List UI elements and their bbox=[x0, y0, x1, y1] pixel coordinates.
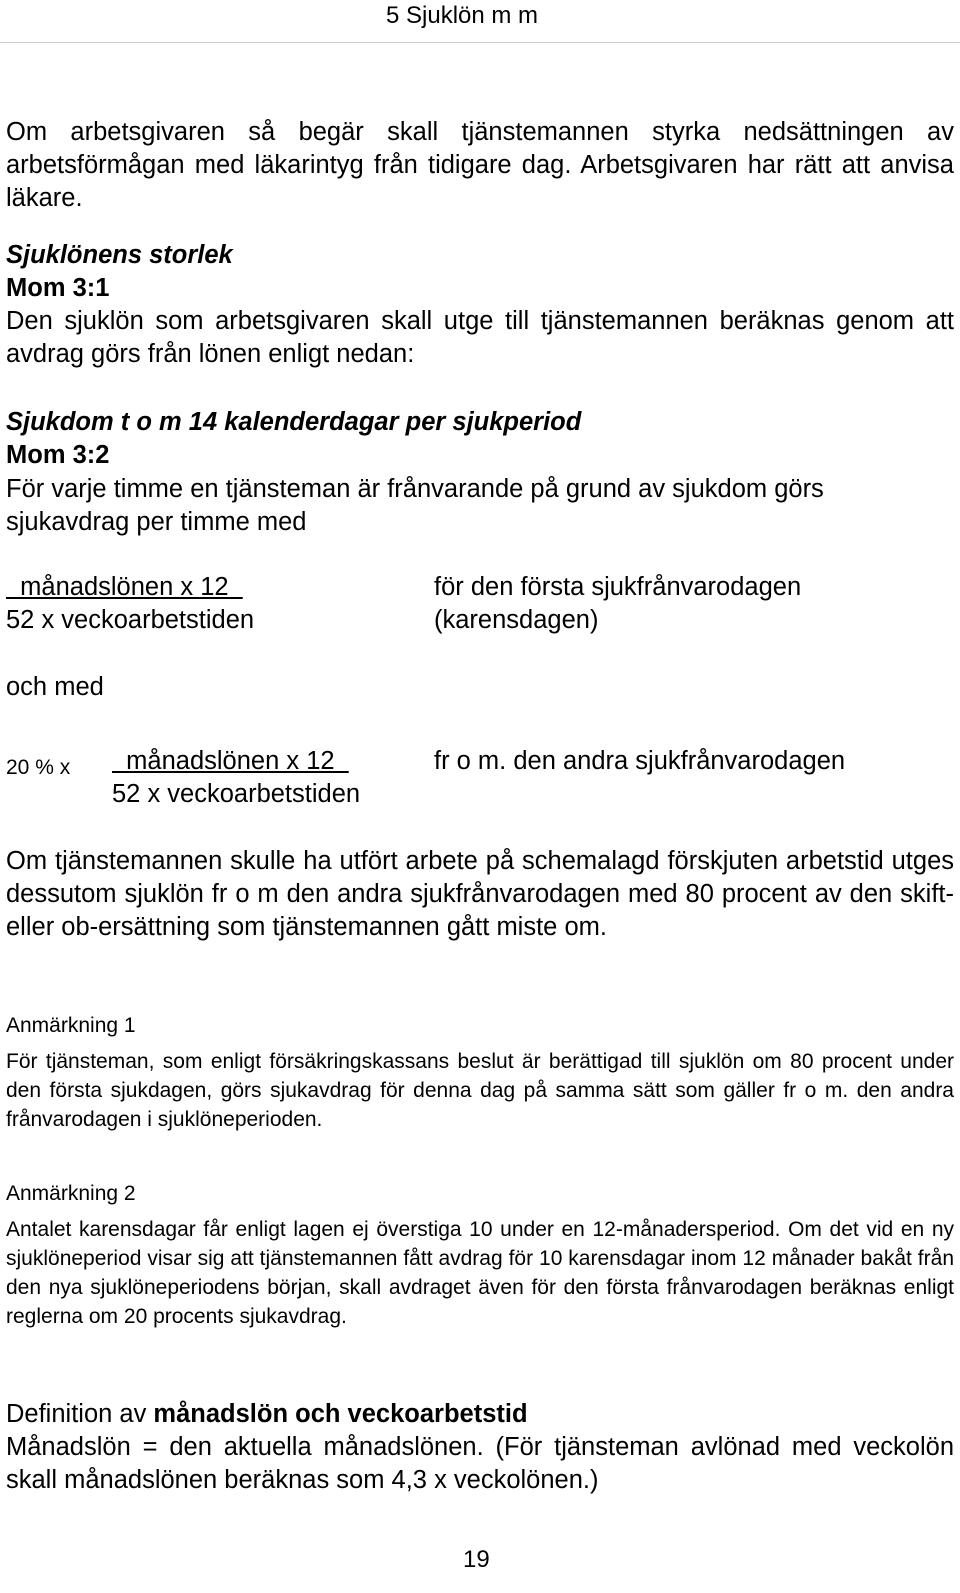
note1-text: För tjänsteman, som enligt försäkringskassans beslut är berättigad till sjuklön om 80 procent under den första sjukdagen, görs sjukavdrag för denna dag på samma sätt som gäller fr o m. den andra frånvarodagen i sjuklöneperioden. bbox=[6, 1050, 954, 1131]
formula2-desc: fr o m. den andra sjukfrånvarodagen bbox=[434, 747, 846, 775]
definition-text: Månadslön = den aktuella månadslönen. (För tjänsteman avlönad med veckolön skall månadslönen beräknas som 4,3 x veckolönen.) bbox=[6, 1433, 954, 1494]
illness-mom: Mom 3:2 bbox=[6, 441, 110, 469]
shift-paragraph: Om tjänstemannen skulle ha utfört arbete på schemalagd förskjuten arbetstid utges dessutom sjuklön fr o m den andra sjukfrånvarodagen med 80 procent av den skift- eller ob-ersättning som tjänstemannen gått miste om. bbox=[6, 847, 954, 941]
note1-title: Anmärkning 1 bbox=[6, 1014, 136, 1037]
formula1-desc-line1: för den första sjukfrånvarodagen bbox=[434, 573, 802, 601]
page-number: 19 bbox=[463, 1546, 490, 1573]
size-text: Den sjuklön som arbetsgivaren skall utge till tjänstemannen beräknas genom att avdrag görs från lönen enligt nedan: bbox=[6, 307, 954, 368]
size-mom: Mom 3:1 bbox=[6, 274, 110, 302]
formula2-prefix: 20 % x bbox=[6, 756, 71, 779]
page-header bbox=[0, 0, 960, 43]
formula1-numerator: månadslönen x 12 bbox=[6, 573, 243, 601]
header-title: 5 Sjuklön m m bbox=[386, 2, 539, 29]
illness-text: För varje timme en tjänsteman är frånvarande på grund av sjukdom görs sjukavdrag per timme med bbox=[6, 475, 824, 536]
illness-heading: Sjukdom t o m 14 kalenderdagar per sjukperiod bbox=[6, 408, 582, 436]
formula2-numerator: månadslönen x 12 bbox=[112, 747, 349, 775]
formula1-desc-line2: (karensdagen) bbox=[434, 606, 599, 634]
note2-title: Anmärkning 2 bbox=[6, 1182, 136, 1205]
formula1-denominator: 52 x veckoarbetstiden bbox=[6, 606, 255, 634]
definition-heading bbox=[6, 1398, 954, 1431]
note2-text: Antalet karensdagar får enligt lagen ej överstiga 10 under en 12-månadersperiod. Om det vid en ny sjuklöneperiod visar sig att tjänstemannen fått avdrag för 10 karensdagar inom 12 månader bakåt från den nya sjuklöneperiodens början, skall avdraget även för den första frånvarodagen beräknas enligt reglerna om 20 procents sjukavdrag. bbox=[6, 1218, 954, 1328]
formula2-denominator: 52 x veckoarbetstiden bbox=[112, 780, 361, 808]
och-med-text: och med bbox=[6, 673, 104, 701]
intro-paragraph: Om arbetsgivaren så begär skall tjänstemannen styrka nedsättningen av arbetsförmågan med läkarintyg från tidigare dag. Arbetsgivaren har rätt att anvisa läkare. bbox=[6, 118, 954, 212]
definition-heading-prefix: Definition av bbox=[6, 1400, 154, 1428]
definition-heading-bold: månadslön och veckoarbetstid bbox=[153, 1400, 528, 1428]
size-heading: Sjuklönens storlek bbox=[6, 241, 233, 269]
